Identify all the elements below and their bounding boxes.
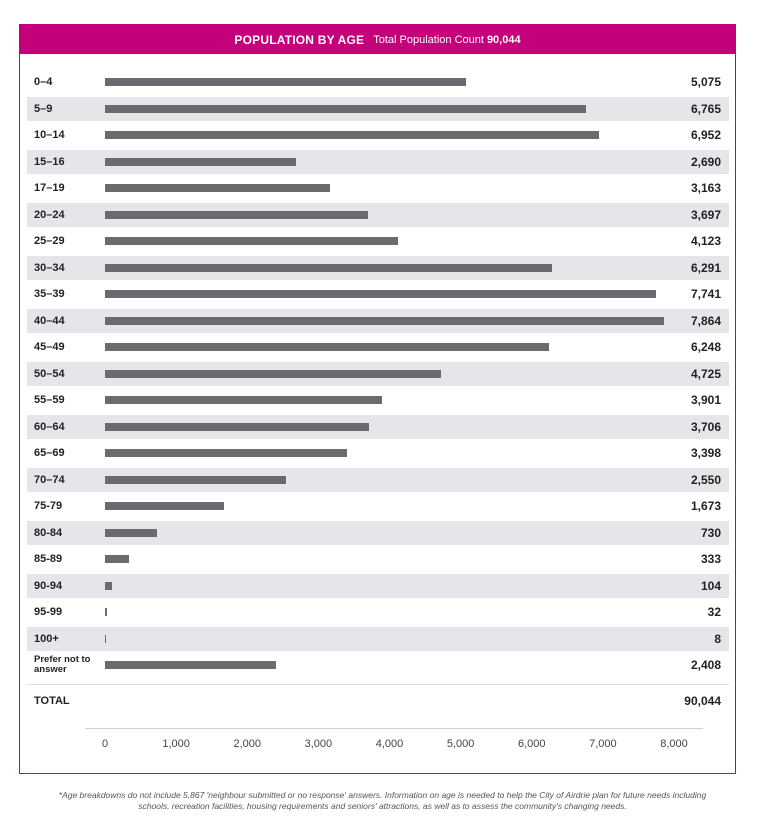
bar	[105, 290, 656, 298]
category-label: 80-84	[34, 526, 63, 539]
bar	[105, 635, 106, 643]
footnote-line-1: *Age breakdowns do not include 5,867 'neighbour submitted or no response' answers. Information on age is needed to help the City of Airdrie plan for future needs including	[58, 790, 707, 800]
bar	[105, 264, 552, 272]
bar	[105, 211, 368, 219]
bar-row	[27, 282, 729, 306]
bar-rows	[20, 25, 735, 773]
category-label: 10–14	[34, 129, 65, 141]
bar	[105, 158, 296, 166]
bar-row	[27, 494, 729, 518]
bar	[105, 661, 276, 669]
value-label: 104	[700, 578, 721, 593]
value-label: 5,075	[690, 75, 721, 89]
category-label: Prefer not to answer	[34, 654, 91, 675]
value-label: 3,901	[690, 393, 721, 407]
value-label: 3,163	[690, 181, 721, 195]
value-label: 2,408	[690, 658, 721, 672]
category-label: 20–24	[34, 208, 65, 221]
footnote-line-2: schools, recreation facilities, housing requirements and seniors' attractions, as well as to assess the community's changing needs.	[138, 801, 627, 811]
bar	[105, 78, 466, 86]
category-label: 70–74	[34, 473, 65, 486]
x-tick-label: 0	[101, 737, 109, 750]
total-separator	[27, 684, 729, 685]
value-label: 333	[700, 552, 721, 566]
total-label: TOTAL	[34, 694, 70, 707]
bar-row	[27, 574, 729, 598]
category-label: 55–59	[34, 394, 65, 406]
category-label: 25–29	[34, 235, 65, 247]
value-label: 32	[707, 605, 721, 619]
value-label: 6,248	[690, 340, 721, 354]
bar	[105, 449, 347, 457]
category-label: 17–19	[34, 182, 65, 194]
category-label: 75-79	[34, 500, 63, 512]
bar	[105, 555, 129, 563]
category-label: 5–9	[34, 102, 53, 115]
bar-row	[27, 229, 729, 253]
bar-row	[27, 150, 729, 174]
bar-row	[27, 176, 729, 200]
x-tick-label: 1,000	[162, 737, 190, 750]
bar-row	[27, 256, 729, 280]
x-tick-label: 3,000	[304, 737, 333, 750]
bar-row	[27, 203, 729, 227]
x-tick-label: 7,000	[589, 737, 617, 750]
bar-row	[27, 362, 729, 386]
value-label: 2,550	[690, 472, 721, 487]
bar-row	[27, 415, 729, 439]
bar	[105, 105, 586, 113]
bar-row	[27, 441, 729, 465]
x-tick-label: 4,000	[375, 737, 404, 750]
category-label: 60–64	[34, 420, 65, 433]
value-label: 4,123	[690, 234, 721, 248]
bar	[105, 582, 112, 590]
chart-title: POPULATION BY AGE	[234, 32, 365, 47]
bar	[105, 317, 664, 325]
bar	[105, 529, 157, 537]
category-label: 95-99	[34, 606, 63, 618]
category-label: 100+	[34, 632, 59, 645]
total-value: 90,044	[684, 693, 721, 708]
category-label: 90-94	[34, 579, 63, 592]
value-label: 8	[714, 631, 721, 646]
category-label: 50–54	[34, 367, 65, 380]
bar	[105, 370, 441, 378]
bar	[105, 131, 599, 139]
category-label: 30–34	[34, 261, 65, 274]
bar-row	[27, 97, 729, 121]
total-row	[27, 689, 729, 713]
value-label: 730	[700, 525, 721, 540]
value-label: 6,765	[690, 101, 721, 116]
x-tick-label: 8,000	[660, 737, 688, 750]
value-label: 3,398	[690, 446, 721, 460]
chart-subtitle-value: 90,044	[486, 33, 521, 46]
bar	[105, 343, 549, 351]
value-label: 1,673	[690, 499, 721, 513]
value-label: 6,952	[690, 128, 721, 142]
bar	[105, 502, 224, 510]
bar-row	[27, 600, 729, 624]
category-label: 85-89	[34, 553, 63, 565]
chart-subtitle-label: Total Population Count	[373, 33, 484, 46]
bar	[105, 423, 369, 431]
value-label: 3,697	[690, 207, 721, 222]
x-tick-label: 5,000	[446, 737, 475, 750]
category-label: 15–16	[34, 155, 65, 168]
bar-row	[27, 653, 729, 677]
value-label: 4,725	[690, 366, 721, 381]
bar	[105, 184, 330, 192]
bar-row	[27, 309, 729, 333]
bar	[105, 396, 382, 404]
chart-frame	[19, 24, 736, 774]
bar-row	[27, 547, 729, 571]
x-tick-label: 6,000	[517, 737, 546, 750]
category-label: 45–49	[34, 341, 65, 353]
value-label: 2,690	[690, 154, 721, 169]
category-label: 40–44	[34, 314, 65, 327]
bar-row	[27, 627, 729, 651]
footnote	[20, 790, 745, 812]
category-label: 0–4	[34, 76, 53, 88]
category-label: 35–39	[34, 288, 65, 300]
bar-row	[27, 521, 729, 545]
x-axis-line	[85, 728, 703, 729]
bar-row	[27, 335, 729, 359]
x-tick-label: 2,000	[233, 737, 262, 750]
value-label: 7,864	[690, 313, 721, 328]
category-label: 65–69	[34, 447, 65, 459]
value-label: 7,741	[690, 287, 721, 301]
bar	[105, 476, 286, 484]
bar-row	[27, 468, 729, 492]
bar-row	[27, 70, 729, 94]
bar-row	[27, 388, 729, 412]
value-label: 6,291	[690, 260, 721, 275]
bar	[105, 237, 398, 245]
bar	[105, 608, 107, 616]
value-label: 3,706	[690, 419, 721, 434]
bar-row	[27, 123, 729, 147]
